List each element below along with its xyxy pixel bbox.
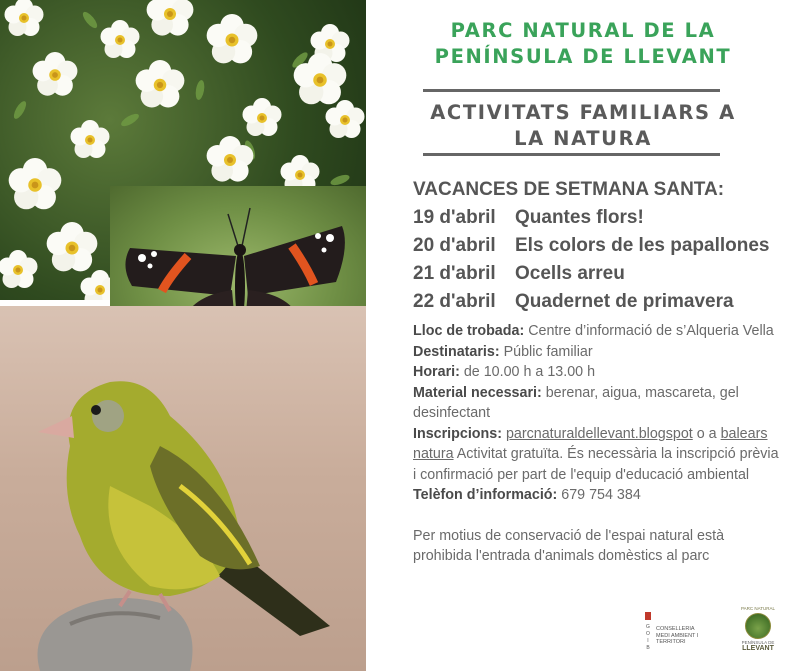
audience-value: Públic familiar: [503, 343, 593, 360]
park-title: [366, 18, 800, 70]
conservation-note: Per motius de conservació de l'espai natural està prohibida l'entrada d'animals domèstics al parc: [413, 527, 725, 564]
photo-collage: [0, 0, 366, 671]
schedule-activity: Ocells arreu: [515, 263, 625, 284]
divider-bottom: [423, 153, 720, 156]
llevant-name: LLEVANT: [742, 645, 774, 652]
material-value: berenar, aigua, mascareta, gel desinfectant: [413, 384, 739, 421]
schedule-row: [413, 288, 800, 316]
schedule-date: 20 d'abril: [413, 235, 496, 256]
hours-value: de 10.00 h a 13.00 h: [463, 364, 596, 380]
balears-natura-link[interactable]: balears natura: [413, 425, 768, 462]
signup-label: Inscripcions:: [413, 425, 502, 442]
event-details: [413, 321, 785, 567]
schedule-row: [413, 260, 800, 288]
event-info: [366, 0, 800, 671]
activity-title: [366, 100, 800, 152]
schedule-date: 19 d'abril: [413, 207, 496, 228]
schedule-activity: Quadernet de primavera: [515, 291, 734, 312]
schedule-date: 21 d'abril: [413, 263, 496, 284]
schedule: [413, 176, 800, 316]
meeting-value: Centre d’informació de s’Alqueria Vella: [528, 323, 774, 339]
material: [413, 383, 785, 424]
blog-link[interactable]: parcnaturaldellevant.blogspot: [505, 425, 693, 442]
schedule-activity: Els colors de les papallones: [515, 235, 770, 256]
meeting-label: Lloc de trobada:: [413, 323, 525, 339]
svg-text:O: O: [646, 631, 650, 637]
audience: [413, 342, 785, 363]
activity-title-line1: ACTIVITATS FAMILIARS A: [430, 101, 736, 124]
svg-text:G: G: [646, 624, 650, 630]
park-title-line2: PENÍNSULA DE LLEVANT: [434, 45, 732, 68]
activity-title-line2: LA NATURA: [514, 127, 652, 150]
schedule-row: [413, 204, 800, 232]
svg-text:I: I: [647, 638, 649, 644]
hours: [413, 362, 785, 383]
schedule-date: 22 d'abril: [413, 291, 496, 312]
svg-text:B: B: [646, 645, 650, 651]
goib-mark-icon: [644, 612, 652, 658]
material-label: Material necessari:: [413, 384, 542, 401]
meeting-point: [413, 321, 785, 342]
llevant-sub: PENÍNSULA DE: [741, 640, 775, 645]
signup: [413, 424, 785, 486]
signup-mid: o a: [696, 425, 717, 442]
hours-label: Horari:: [413, 364, 460, 380]
phone-label: Telèfon d’informació:: [413, 487, 558, 503]
signup-text: Activitat gratuïta. És necessària la inscripció prèvia i confirmació per part de l'equip d'educació ambiental: [413, 446, 779, 483]
goib-text: CONSELLERIA MEDI AMBIENT I TERRITORI: [656, 626, 699, 645]
llevant-top: PARC NATURAL: [740, 606, 776, 611]
logos: [636, 606, 786, 666]
schedule-row: [413, 232, 800, 260]
llevant-logo: [736, 606, 780, 664]
schedule-heading: VACANCES DE SETMANA SANTA:: [413, 179, 725, 200]
divider-top: [423, 89, 720, 92]
bird-photo: [0, 306, 366, 671]
llevant-emblem-icon: [745, 613, 771, 639]
goib-logo: [644, 612, 704, 660]
phone-value: 679 754 384: [561, 487, 641, 503]
park-title-line1: PARC NATURAL DE LA: [450, 19, 716, 42]
phone: [413, 485, 785, 506]
schedule-activity: Quantes flors!: [515, 207, 644, 228]
audience-label: Destinataris:: [413, 343, 500, 360]
